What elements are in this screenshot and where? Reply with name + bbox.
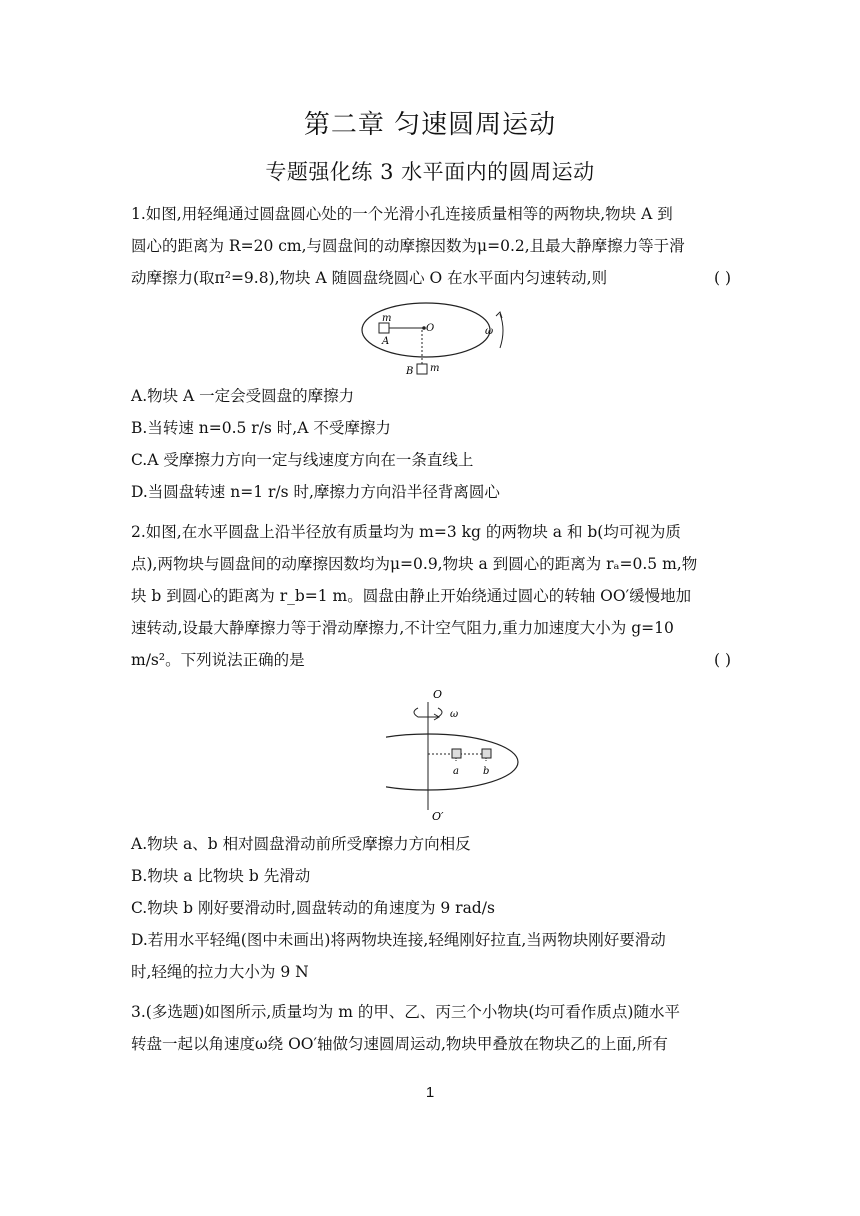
disc-ellipse (386, 734, 518, 790)
question-2-line-last (131, 644, 731, 676)
question-3 (131, 996, 731, 1060)
figure-1-disc-diagram (360, 300, 510, 380)
question-2-line: 块 b 到圆心的距离为 r_b=1 m。圆盘由静止开始绕通过圆心的转轴 OO′缓慢地加 (131, 587, 692, 605)
question-2-line: 速转动,设最大静摩擦力等于滑动摩擦力,不计空气阻力,重力加速度大小为 g=10 (131, 619, 674, 637)
label-m-bottom: m (430, 363, 440, 374)
label-b: b (483, 766, 490, 777)
label-O-top: O (433, 688, 443, 701)
option-a: A.物块 a、b 相对圆盘滑动前所受摩擦力方向相反 (131, 835, 471, 853)
question-1-options (131, 380, 731, 508)
label-omega: ω (450, 709, 459, 720)
block-b (417, 364, 427, 374)
rotation-arrow (500, 314, 503, 348)
label-A: A (382, 336, 390, 347)
label-omega: ω (485, 326, 494, 337)
option-b: B.当转速 n=0.5 r/s 时,A 不受摩擦力 (131, 419, 391, 437)
question-1-line: 1.如图,用轻绳通过圆盘圆心处的一个光滑小孔连接质量相等的两物块,物块 A 到 (131, 205, 673, 223)
question-2-line: m/s²。下列说法正确的是 (131, 651, 305, 669)
option-d: D.当圆盘转速 n=1 r/s 时,摩擦力方向沿半径背离圆心 (131, 483, 500, 501)
question-2-line: 点),两物块与圆盘间的动摩擦因数均为μ=0.9,物块 a 到圆心的距离为 rₐ=0.5 m,物 (131, 555, 698, 573)
section-title: 专题强化练 3 水平面内的圆周运动 (265, 160, 595, 184)
question-2-options (131, 828, 731, 988)
label-O: O (426, 323, 435, 334)
block-b (482, 749, 491, 758)
chapter-title: 第二章 匀速圆周运动 (303, 110, 557, 140)
answer-parenthesis: ( ) (713, 651, 731, 669)
option-a: A.物块 A 一定会受圆盘的摩擦力 (131, 387, 355, 405)
label-a: a (453, 766, 459, 777)
option-b: B.物块 a 比物块 b 先滑动 (131, 867, 311, 885)
answer-parenthesis: ( ) (713, 269, 731, 287)
question-2 (131, 516, 731, 676)
block-a (379, 323, 389, 333)
option-c: C.物块 b 刚好要滑动时,圆盘转动的角速度为 9 rad/s (131, 899, 495, 917)
question-2-line: 2.如图,在水平圆盘上沿半径放有质量均为 m=3 kg 的两物块 a 和 b(均可视为质 (131, 523, 681, 541)
question-3-line: 3.(多选题)如图所示,质量均为 m 的甲、乙、丙三个小物块(均可看作质点)随水平 (131, 1003, 680, 1021)
question-1-line: 动摩擦力(取π²=9.8),物块 A 随圆盘绕圆心 O 在水平面内匀速转动,则 (131, 269, 608, 287)
label-B: B (406, 366, 414, 377)
option-d-continued: 时,轻绳的拉力大小为 9 N (131, 963, 309, 981)
page-number: 1 (425, 1084, 435, 1101)
label-O-prime: O′ (432, 810, 444, 823)
label-m-top: m (382, 313, 392, 324)
block-a (452, 749, 461, 758)
question-1 (131, 198, 731, 294)
option-c: C.A 受摩擦力方向一定与线速度方向在一条直线上 (131, 451, 474, 469)
question-1-line: 圆心的距离为 R=20 cm,与圆盘间的动摩擦因数为μ=0.2,且最大静摩擦力等于滑 (131, 237, 685, 255)
figure-2-disc-diagram (386, 684, 546, 824)
option-d: D.若用水平轻绳(图中未画出)将两物块连接,轻绳刚好拉直,当两物块刚好要滑动 (131, 931, 666, 949)
question-3-line: 转盘一起以角速度ω绕 OO′轴做匀速圆周运动,物块甲叠放在物块乙的上面,所有 (131, 1035, 668, 1053)
question-1-line-last (131, 262, 731, 294)
